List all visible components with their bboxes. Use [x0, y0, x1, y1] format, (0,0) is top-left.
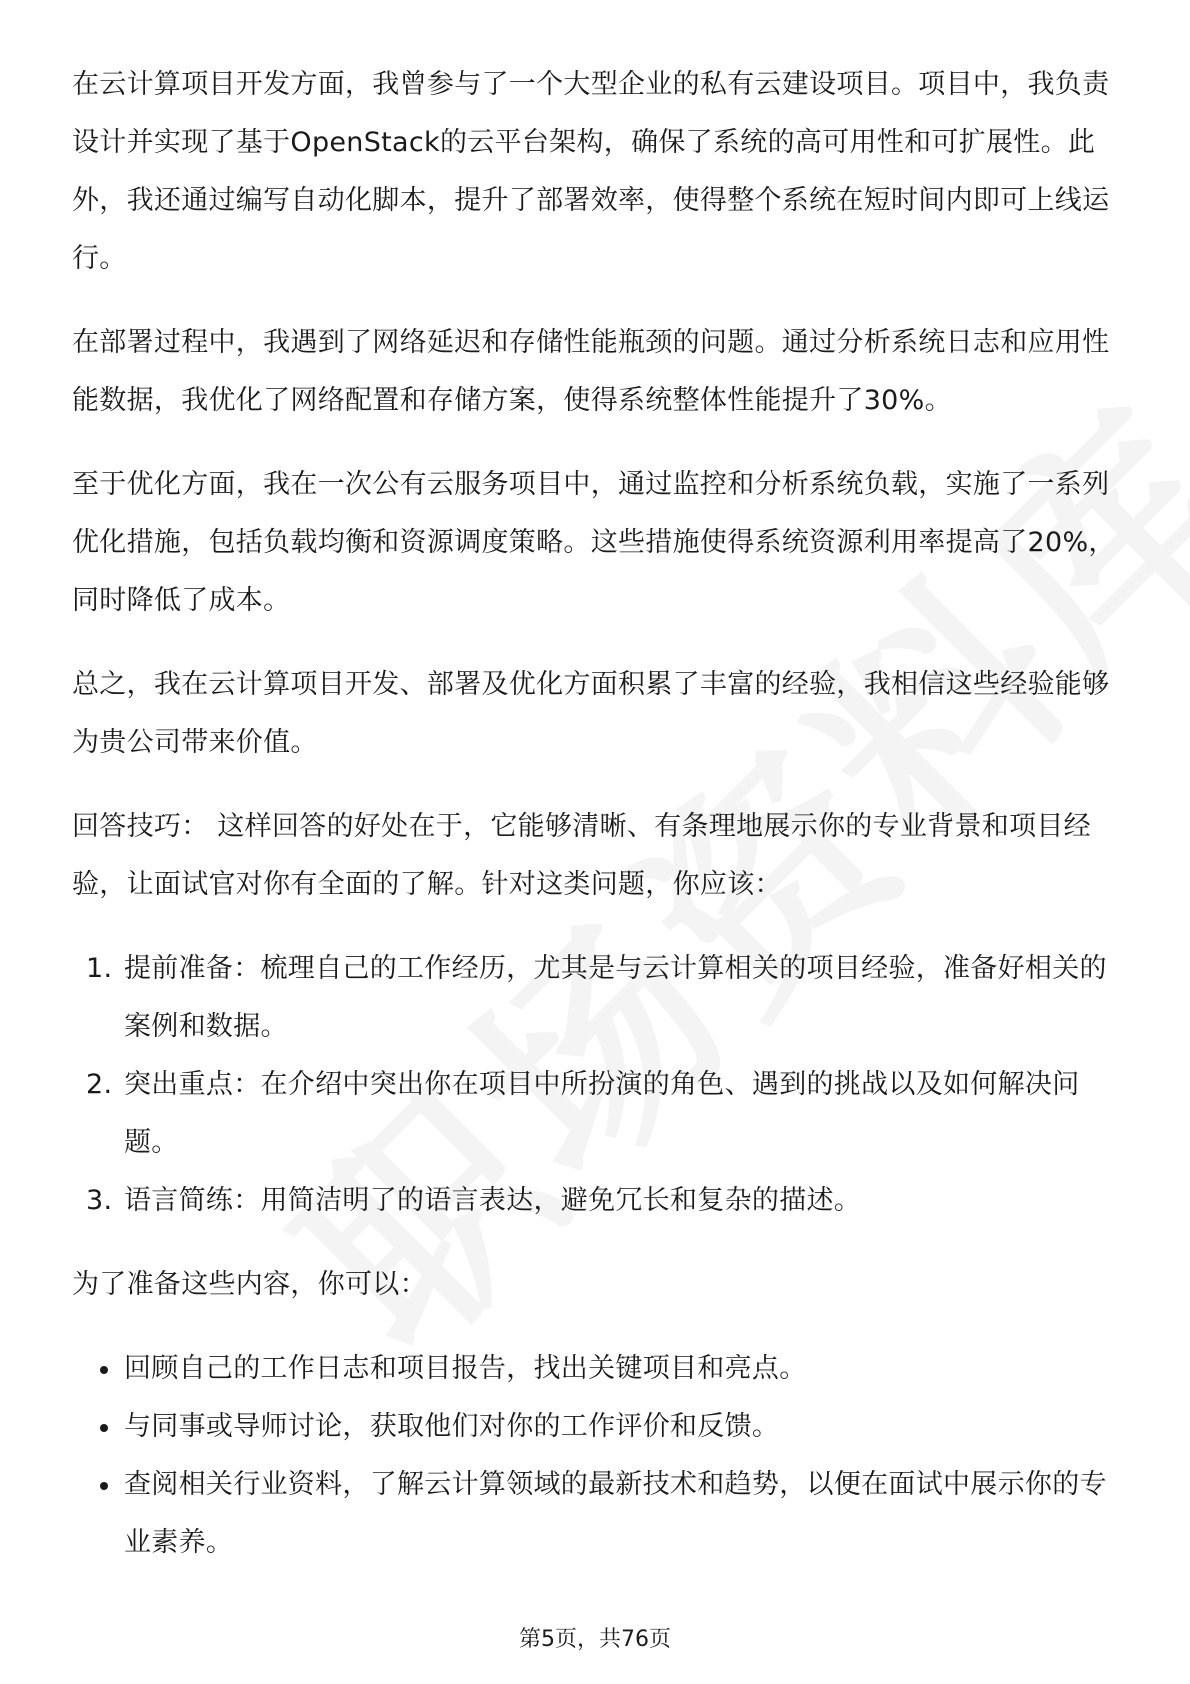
paragraph-optimization: 至于优化方面，我在一次公有云服务项目中，通过监控和分析系统负载，实施了一系列优化措施，包括负载均衡和资源调度策略。这些措施使得系统资源利用率提高了20%，同时降低了成本。 — [72, 469, 1116, 616]
list-item — [72, 1172, 1118, 1230]
list-item-text: 突出重点：在介绍中突出你在项目中所扮演的角色、遇到的挑战以及如何解决问题。 — [124, 1069, 1080, 1158]
list-item-text: 语言简练：用简洁明了的语言表达，避免冗长和复杂的描述。 — [124, 1185, 862, 1216]
list-item-text: 查阅相关行业资料，了解云计算领域的最新技术和趋势，以便在面试中展示你的专业素养。 — [124, 1469, 1107, 1558]
list-number: 3. — [86, 1185, 113, 1216]
page-footer: 第5页，共76页 — [519, 1627, 671, 1652]
list-item — [72, 940, 1118, 1056]
list-item-text: 提前准备：梳理自己的工作经历，尤其是与云计算相关的项目经验，准备好相关的案例和数据。 — [124, 953, 1107, 1042]
paragraph-answer-tips: 回答技巧： 这样回答的好处在于，它能够清晰、有条理地展示你的专业背景和项目经验，让面试官对你有全面的了解。针对这类问题，你应该： — [72, 811, 1091, 900]
prep-list — [72, 1340, 1118, 1572]
list-item — [72, 1340, 1118, 1398]
list-item-text: 回顾自己的工作日志和项目报告，找出关键项目和亮点。 — [124, 1353, 807, 1384]
paragraph-summary: 总之，我在云计算项目开发、部署及优化方面积累了丰富的经验，我相信这些经验能够为贵公司带来价值。 — [72, 669, 1110, 758]
paragraph-deployment: 在部署过程中，我遇到了网络延迟和存储性能瓶颈的问题。通过分析系统日志和应用性能数据，我优化了网络配置和存储方案，使得系统整体性能提升了30%。 — [72, 327, 1110, 416]
bullet-icon — [100, 1482, 108, 1490]
paragraph-prep-intro: 为了准备这些内容，你可以： — [72, 1269, 427, 1300]
bullet-icon — [100, 1424, 108, 1432]
list-number: 1. — [86, 953, 113, 984]
list-item — [72, 1056, 1118, 1172]
paragraph-dev-experience: 在云计算项目开发方面，我曾参与了一个大型企业的私有云建设项目。项目中，我负责设计并实现了基于OpenStack的云平台架构，确保了系统的高可用性和可扩展性。此外，我还通过编写自动化脚本，提升了部署效率，使得整个系统在短时间内即可上线运行。 — [72, 69, 1110, 274]
list-number: 2. — [86, 1069, 113, 1100]
bullet-icon — [100, 1366, 108, 1374]
list-item-text: 与同事或导师讨论，获取他们对你的工作评价和反馈。 — [124, 1411, 780, 1442]
tips-list — [72, 940, 1118, 1230]
list-item — [72, 1456, 1118, 1572]
list-item — [72, 1398, 1118, 1456]
